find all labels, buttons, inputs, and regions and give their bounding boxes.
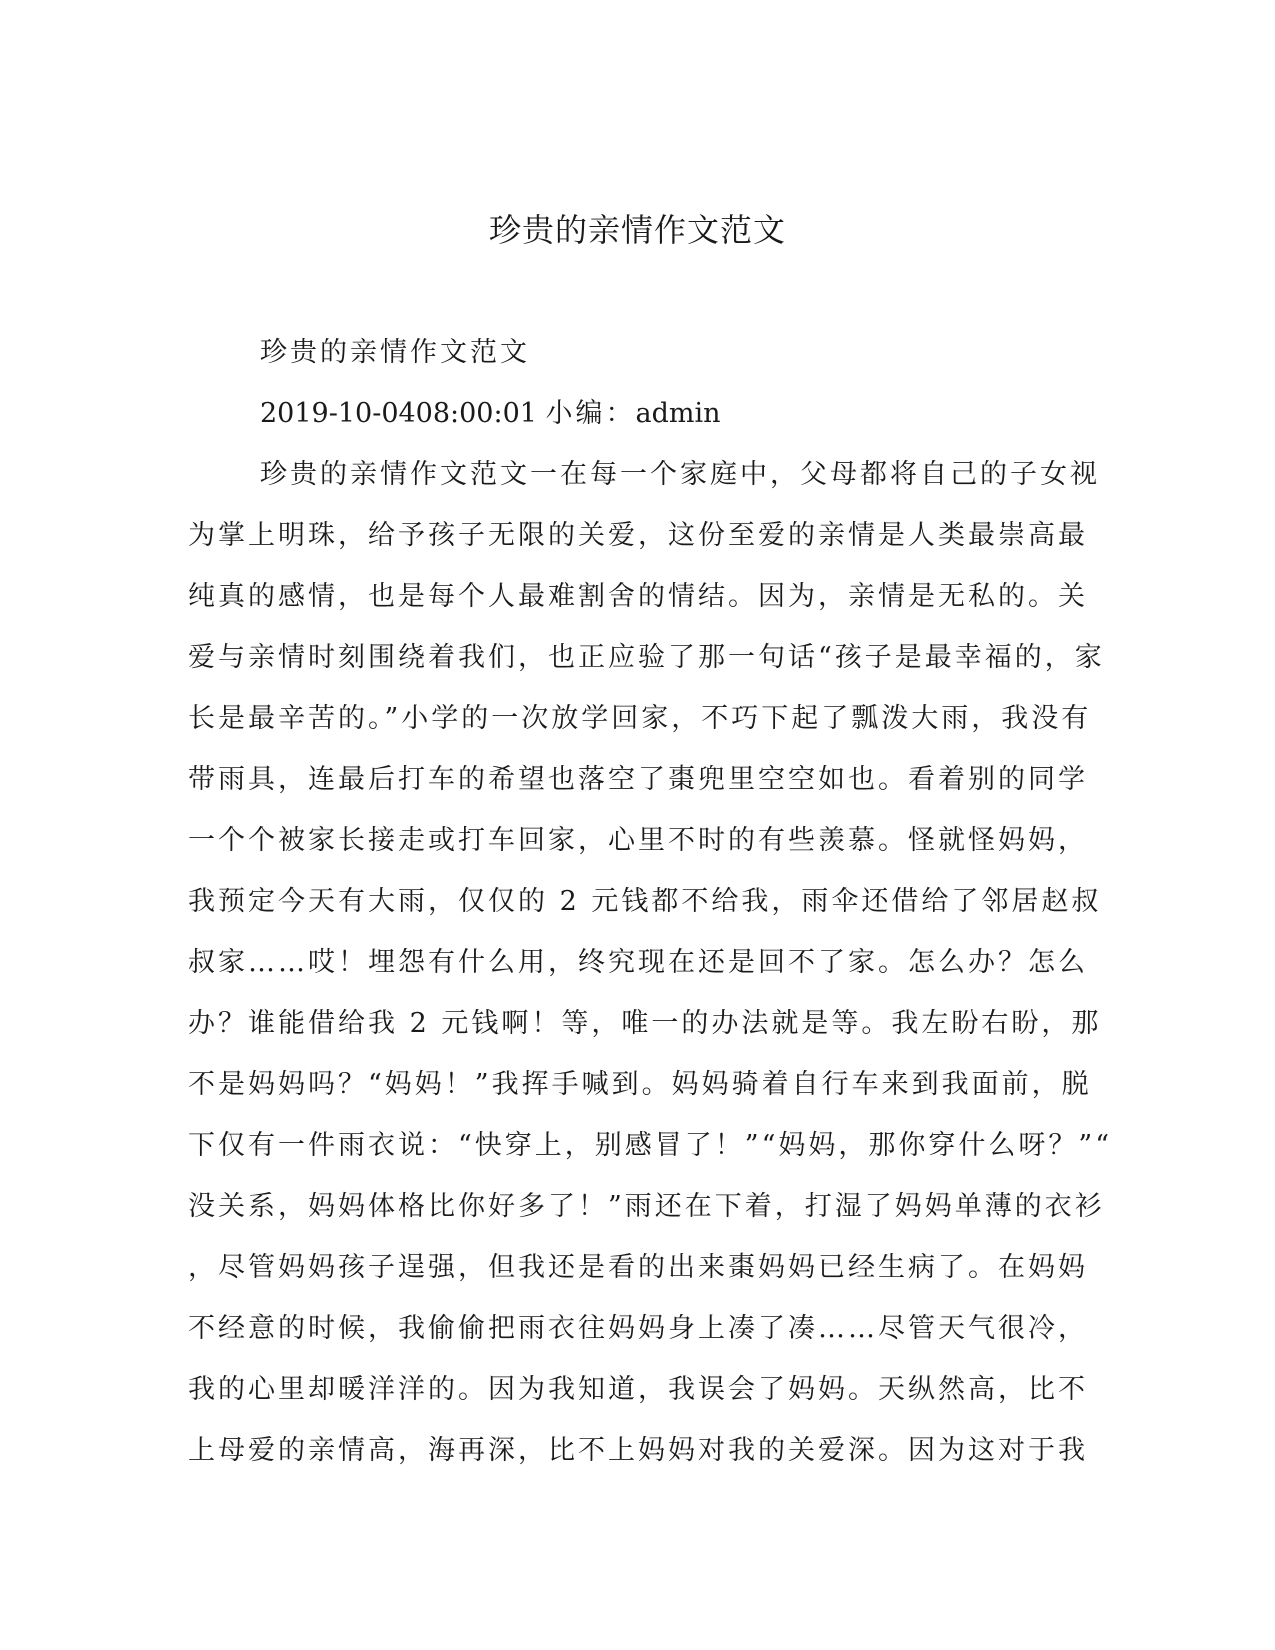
paragraph-line: 带雨具，连最后打车的希望也落空了棗兜里空空如也。看着别的同学 — [188, 764, 1088, 795]
paragraph-line: 叔家……哎！埋怨有什么用，终究现在还是回不了家。怎么办？怎么 — [188, 947, 1088, 978]
paragraph-line: 一个个被家长接走或打车回家，心里不时的有些羡慕。怪就怪妈妈， — [188, 825, 1088, 856]
paragraph-line: 珍贵的亲情作文范文一在每一个家庭中，父母都将自己的子女视 — [260, 459, 1100, 490]
article-datetime: 2019-10-0408:00:01 — [260, 398, 537, 429]
paragraph-line: 没关系，妈妈体格比你好多了！”雨还在下着，打湿了妈妈单薄的衣衫 — [188, 1191, 1105, 1222]
article-paragraph — [188, 444, 1113, 1481]
paragraph-line: 上母爱的亲情高，海再深，比不上妈妈对我的关爱深。因为这对于我 — [188, 1435, 1088, 1466]
paragraph-line: 爱与亲情时刻围绕着我们，也正应验了那一句话“孩子是最幸福的，家 — [188, 642, 1105, 673]
paragraph-line: 办？谁能借给我 2 元钱啊！等，唯一的办法就是等。我左盼右盼，那 — [188, 1008, 1102, 1039]
article-subheading: 珍贵的亲情作文范文 — [260, 337, 530, 368]
paragraph-line: 我预定今天有大雨，仅仅的 2 元钱都不给我，雨伞还借给了邻居赵叔 — [188, 886, 1102, 917]
paragraph-line: 不是妈妈吗？“妈妈！”我挥手喊到。妈妈骑着自行车来到我面前，脱 — [188, 1069, 1092, 1100]
paragraph-line: 为掌上明珠，给予孩子无限的关爱，这份至爱的亲情是人类最崇高最 — [188, 520, 1088, 551]
page-title: 珍贵的亲情作文范文 — [488, 211, 786, 249]
editor-name: admin — [635, 398, 721, 429]
article-meta — [188, 383, 1140, 444]
editor-label: 小编： — [545, 398, 636, 429]
paragraph-line: 我的心里却暖洋洋的。因为我知道，我误会了妈妈。天纵然高，比不 — [188, 1374, 1088, 1405]
paragraph-line: ，尽管妈妈孩子逞强，但我还是看的出来棗妈妈已经生病了。在妈妈 — [188, 1252, 1088, 1283]
paragraph-line: 长是最辛苦的。”小学的一次放学回家，不巧下起了瓢泼大雨，我没有 — [188, 703, 1092, 734]
paragraph-line: 下仅有一件雨衣说：“快穿上，别感冒了！”“妈妈，那你穿什么呀？”“ — [188, 1130, 1113, 1161]
paragraph-line: 不经意的时候，我偷偷把雨衣往妈妈身上凑了凑……尽管天气很冷， — [188, 1313, 1088, 1344]
paragraph-line: 纯真的感情，也是每个人最难割舍的情结。因为，亲情是无私的。关 — [188, 581, 1088, 612]
